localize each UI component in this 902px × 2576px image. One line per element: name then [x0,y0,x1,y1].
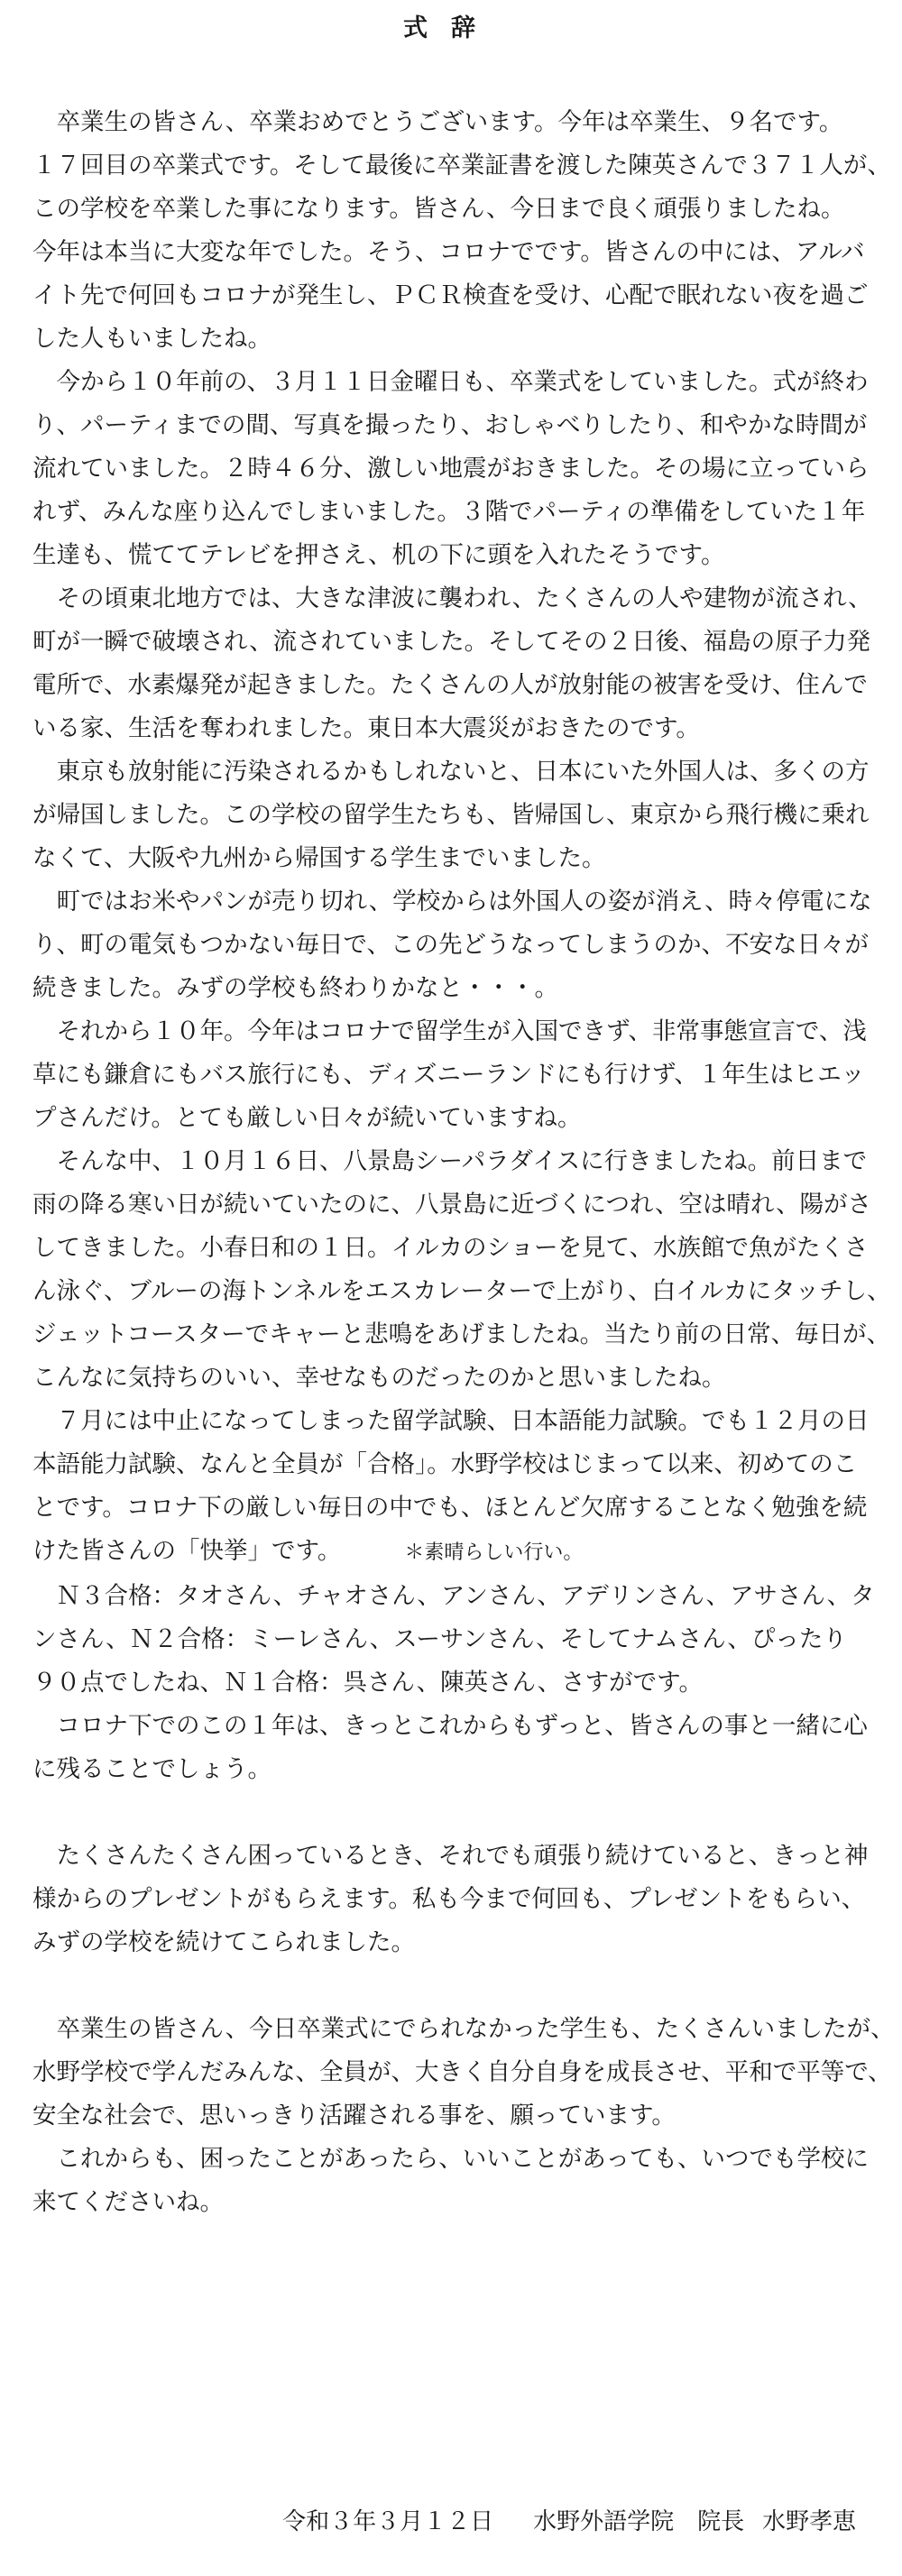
text-line [32,2094,880,2138]
line-text: Ｎ３合格：タオさん、チャオさん、アンさん、アデリンさん、アサさん、タ [32,1582,875,1610]
line-text: そんな中、１０月１６日、八景島シーパラダイスに行きましたね。前日まで [32,1147,868,1175]
paragraph [32,361,880,577]
text-line [32,1010,880,1053]
line-text: 流れていました。２時４６分、激しい地震がおきました。その場に立っていら [32,455,870,483]
line-text: 卒業生の皆さん、今日卒業式にでられなかった学生も、たくさんいましたが、 [32,2015,895,2043]
text-line [32,750,880,794]
paragraph [32,101,891,361]
text-line [32,794,880,837]
text-line [32,1575,880,1618]
text-line [32,101,880,144]
line-text: みずの学校を続けてこられました。 [32,1928,415,1956]
line-text: 続きました。みずの学校も終わりかなと・・・。 [32,974,558,1002]
text-line [32,491,880,534]
line-text: ９０点でしたね、Ｎ１合格：呉さん、陳英さん、さすがです。 [32,1669,704,1697]
line-text: り、パーティまでの間、写真を撮ったり、おしゃべりしたり、和やかな時間が [32,411,868,439]
text-line [32,1227,880,1270]
line-text: その頃東北地方では、大きな津波に襲われ、たくさんの人や建物が流され、 [32,584,872,612]
line-text: 町ではお米やパンが売り切れ、学校からは外国人の姿が消え、時々停電にな [32,888,872,915]
line-text: とです。コロナ下の厳しい毎日の中でも、ほとんど欠席することなく勉強を続 [32,1494,868,1522]
line-text: 町が一瞬で破壊され、流されていました。そしてその２日後、福島の原子力発 [32,628,871,656]
text-line [32,1878,880,1921]
line-text: プさんだけ。とても厳しい日々が続いていますね。 [32,1104,582,1132]
text-line [32,1097,880,1140]
text-line [32,534,880,577]
text-line [32,2138,880,2181]
line-text: なくて、大阪や九州から帰国する学生までいました。 [32,844,606,872]
paragraph [32,1835,880,1964]
paragraph [32,2008,895,2138]
school-name: 水野外語学院 [533,2508,675,2535]
line-text: たくさんたくさん困っているとき、それでも頑張り続けていると、きっと神 [32,1842,869,1870]
text-line [32,361,880,404]
paragraph [32,1575,880,1705]
line-text: こんなに気持ちのいい、幸せなものだったのかと思いましたね。 [32,1364,726,1392]
signature-date: 令和３年３月１２日 [282,2508,494,2535]
text-line [32,144,891,188]
line-text: 東京も放射能に汚染されるかもしれないと、日本にいた外国人は、多くの方 [32,758,870,786]
text-line [32,967,880,1010]
line-text: が帰国しました。この学校の留学生たちも、皆帰国し、東京から飛行機に乗れ [32,801,870,829]
text-line [32,1270,891,1313]
paragraph [32,1010,880,1140]
line-text: これからも、困ったことがあったら、いいことがあっても、いつでも学校に [32,2145,869,2173]
line-text: ジェットコースターでキャーと悲鳴をあげましたね。当たり前の日常、毎日が、 [32,1320,891,1348]
text-line [32,1618,880,1661]
line-text: ７月には中止になってしまった留学試験、日本語能力試験。でも１２月の日 [32,1407,870,1435]
line-text: 水野学校で学んだみんな、全員が、大きく自分自身を成長させ、平和で平等で、 [32,2058,892,2086]
text-line [32,1140,880,1183]
text-line [32,404,880,447]
text-line [32,924,880,967]
text-line [32,1748,880,1791]
line-text: イト先で何回もコロナが発生し、ＰＣＲ検査を受け、心配で眠れない夜を過ご [32,281,869,309]
line-text: してきました。小春日和の１日。イルカのショーを見て、水族館で魚がたくさ [32,1234,869,1262]
text-line [32,447,880,491]
text-line [32,1313,891,1357]
text-line [32,2008,895,2051]
paragraph [32,1140,891,1400]
line-text: 今年は本当に大変な年でした。そう、コロナでです。皆さんの中には、アルバ [32,238,865,266]
speech-body [32,101,895,2224]
line-text: ンさん、Ｎ２合格：ミーレさん、スーサンさん、そしてナムさん、ぴったり [32,1625,847,1653]
line-text: それから１０年。今年はコロナで留学生が入国できず、非常事態宣言で、浅 [32,1017,867,1045]
text-line [32,1661,880,1705]
line-text: 今から１０年前の、３月１１日金曜日も、卒業式をしていました。式が終わ [32,368,869,396]
text-line [32,837,880,880]
line-text: いる家、生活を奪われました。東日本大震災がおきたのです。 [32,714,700,742]
paragraph-gap [32,1964,880,2008]
line-text: り、町の電気もつかない毎日で、この先どうなってしまうのか、不安な日々が [32,931,869,959]
text-line [32,1053,880,1097]
paragraph-gap [32,1791,880,1835]
text-line [32,1400,880,1443]
text-line [32,317,880,361]
line-text: 様からのプレゼントがもらえます。私も今まで何回も、プレゼントをもらい、 [32,1885,866,1913]
text-line [32,577,880,621]
text-line [32,664,880,707]
signature-line [253,2468,884,2576]
text-line [32,1357,880,1400]
paragraph [32,1705,880,1791]
line-text: 電所で、水素爆発が起きました。たくさんの人が放射能の被害を受け、住んで [32,671,868,699]
line-text: した人もいましたね。 [32,325,272,353]
text-line [32,2181,880,2224]
line-text: １７回目の卒業式です。そして最後に卒業証書を渡した陳英さんで３７１人が、 [32,152,891,179]
text-line [32,1183,880,1227]
paragraph [32,1400,880,1575]
text-line [32,1705,880,1748]
line-text: 卒業生の皆さん、卒業おめでとうございます。今年は卒業生、９名です。 [32,108,843,136]
line-text: 安全な社会で、思いっきり活躍される事を、願っています。 [32,2102,676,2130]
paragraph [32,750,880,880]
text-line [32,2051,892,2094]
text-line [32,880,880,924]
text-line [32,1486,880,1530]
line-text: 来てくださいね。 [32,2188,224,2216]
text-line [32,231,880,274]
text-line [32,274,880,317]
paragraph [32,880,880,1010]
text-line [32,707,880,750]
line-text: 草にも鎌倉にもバス旅行にも、ディズニーランドにも行けず、１年生はヒエッ [32,1061,865,1089]
handwritten-note: ＊素晴らしい行い。 [404,1541,584,1564]
line-text: この学校を卒業した事になります。皆さん、今日まで良く頑張りましたね。 [32,195,845,223]
signer-role: 院長 [697,2508,745,2535]
line-text: ん泳ぐ、ブルーの海トンネルをエスカレーターで上がり、白イルカにタッチし、 [32,1277,891,1305]
text-line [32,1443,880,1486]
text-line [32,1921,880,1964]
text-line [32,1835,880,1878]
text-line [32,188,880,231]
paragraph [32,577,880,750]
line-text: けた皆さんの「快挙」です。 [32,1537,342,1565]
line-text: 本語能力試験、なんと全員が「合格」。水野学校はじまって以来、初めてのこ [32,1450,858,1478]
signer-name: 水野孝恵 [762,2508,857,2535]
line-text: れず、みんな座り込んでしまいました。３階でパーティの準備をしていた１年 [32,498,866,526]
text-line [32,1530,880,1575]
line-text: 生達も、慌ててテレビを押さえ、机の下に頭を入れたそうです。 [32,541,725,569]
paragraph [32,2138,880,2224]
line-text: に残ることでしょう。 [32,1755,272,1783]
line-text: 雨の降る寒い日が続いていたのに、八景島に近づくにつれ、空は晴れ、陽がさ [32,1191,872,1219]
document-title: 式辞 [403,14,499,42]
text-line [32,621,880,664]
line-text: コロナ下でのこの１年は、きっとこれからもずっと、皆さんの事と一緒に心 [32,1712,868,1740]
